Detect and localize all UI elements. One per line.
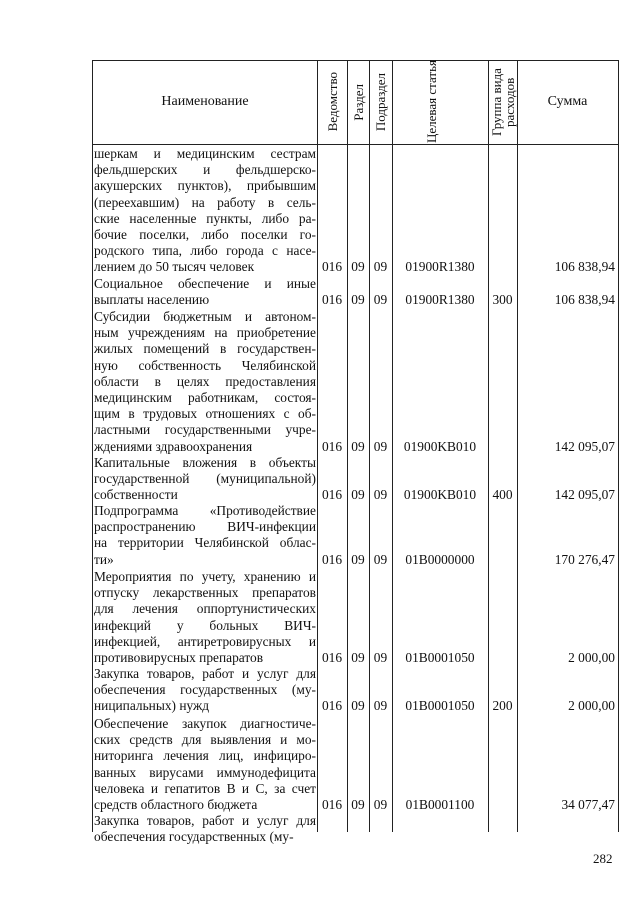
header-bottom-border <box>92 144 619 145</box>
row-ved: 016 <box>321 698 343 714</box>
row-name-line: родского типа, либо города с насе- <box>94 243 316 259</box>
header-ved: Ведомство <box>324 72 340 132</box>
row-name-line: человека и гепатитов В и С, за счет <box>94 780 316 796</box>
row-name-line: ниципальных) нужд <box>94 698 210 714</box>
row-name-line: Мероприятия по учету, хранению и <box>94 569 316 584</box>
row-celevaya: 01900R1380 <box>405 259 475 275</box>
row-ved: 016 <box>321 292 343 308</box>
row-name <box>94 455 316 504</box>
row-name-line: ские населенные пункты, либо ра- <box>94 210 316 226</box>
row-celevaya: 01B0000000 <box>405 551 475 567</box>
row-name-line: шеркам и медицинским сестрам <box>94 146 316 161</box>
row-podrazdel: 09 <box>373 551 388 567</box>
row-name-line: щим в трудовых отношениях с об- <box>94 406 316 422</box>
row-gruppa: 400 <box>492 487 513 503</box>
row-name <box>94 666 316 715</box>
row-name-line: ластными государственными учре- <box>94 422 316 438</box>
row-summa: 106 838,94 <box>554 292 615 308</box>
row-name <box>94 276 316 308</box>
row-name-line: ждениями здравоохранения <box>94 438 253 454</box>
row-gruppa: 300 <box>492 292 513 308</box>
row-celevaya: 01B0001050 <box>405 650 475 665</box>
row-celevaya: 01900KB010 <box>403 487 477 503</box>
header-razdel: Раздел <box>350 83 366 121</box>
row-summa: 2 000,00 <box>568 698 615 714</box>
row-razdel: 09 <box>351 292 365 308</box>
row-name-line: области в целях предоставления <box>94 373 316 389</box>
row-ved: 016 <box>321 487 343 503</box>
row-celevaya: 01900R1380 <box>405 292 475 308</box>
row-name-line: инфекций у больных ВИЧ- <box>94 617 316 633</box>
row-name-line: средств областного бюджета <box>94 797 258 813</box>
row-name-line: жилых помещений в государствен- <box>94 341 316 357</box>
row-name-line: противовирусных препаратов <box>94 650 264 666</box>
row-celevaya: 01B0001100 <box>405 797 475 812</box>
row-podrazdel: 09 <box>373 698 388 714</box>
row-name-line: отпуску лекарственных препаратов <box>94 585 316 601</box>
row-name-line: фельдшерских и фельдшерско- <box>94 162 316 178</box>
row-podrazdel: 09 <box>373 797 388 812</box>
row-podrazdel: 09 <box>373 259 388 275</box>
row-name-line: на территории Челябинской облас- <box>94 535 316 551</box>
header-summa: Сумма <box>547 94 588 109</box>
row-name-line: медицинским работникам, состоя- <box>94 390 316 406</box>
col-border-celevaya <box>488 60 489 832</box>
row-razdel: 09 <box>351 438 365 454</box>
row-name-line: Обеспечение закупок диагностиче- <box>94 716 316 731</box>
row-name-line: Социальное обеспечение и иные <box>94 276 316 291</box>
row-name-line: (переехавшим) на работу в сель- <box>94 194 316 210</box>
row-ved: 016 <box>321 259 343 275</box>
row-name-line: собственности <box>94 487 178 503</box>
row-razdel: 09 <box>351 551 365 567</box>
row-ved: 016 <box>321 650 343 665</box>
row-name <box>94 813 316 845</box>
row-name-line: ным учреждениям на приобретение <box>94 325 316 341</box>
row-podrazdel: 09 <box>373 292 388 308</box>
row-name-line: инфекцией, антиретровирусных и <box>94 633 316 649</box>
header-gruppa: Группа вида расходов <box>488 68 517 136</box>
row-name-line: лением до 50 тысяч человек <box>94 259 255 275</box>
row-summa: 34 077,47 <box>561 797 615 812</box>
row-name-line: ванных вирусами иммунодефицита <box>94 764 316 780</box>
row-name-line: Подпрограмма «Противодействие <box>94 503 316 518</box>
row-name-line: ти» <box>94 551 114 567</box>
row-name-line: акушерских пунктов), прибывшим <box>94 178 316 194</box>
row-podrazdel: 09 <box>373 650 388 665</box>
row-razdel: 09 <box>351 487 365 503</box>
row-razdel: 09 <box>351 797 365 812</box>
row-name-line: обеспечения государственных (му- <box>94 682 316 698</box>
row-name-line: Закупка товаров, работ и услуг для <box>94 813 316 828</box>
row-razdel: 09 <box>351 650 365 665</box>
row-name-line: Субсидии бюджетным и автоном- <box>94 309 316 324</box>
row-gruppa: 200 <box>492 698 513 714</box>
page-number: 282 <box>593 851 613 866</box>
row-name-line: обеспечения государственных (му- <box>94 829 294 845</box>
row-summa: 142 095,07 <box>554 438 615 454</box>
row-summa: 2 000,00 <box>568 650 615 665</box>
row-ved: 016 <box>321 551 343 567</box>
row-name-line: Капитальные вложения в объекты <box>94 455 316 470</box>
row-podrazdel: 09 <box>373 487 388 503</box>
header-podrazdel: Подраздел <box>373 72 388 132</box>
row-name-line: ских средств для выявления и мо- <box>94 732 316 748</box>
row-summa: 142 095,07 <box>554 487 615 503</box>
row-name-line: государственной (муниципальной) <box>94 471 316 487</box>
row-razdel: 09 <box>351 698 365 714</box>
row-summa: 170 276,47 <box>554 551 615 567</box>
row-name-line: ниторинга лечения лиц, инфициро- <box>94 748 316 764</box>
row-ved: 016 <box>321 797 343 812</box>
row-name-line: распространению ВИЧ-инфекции <box>94 519 316 535</box>
row-name <box>94 503 316 568</box>
row-name-line: Закупка товаров, работ и услуг для <box>94 666 316 681</box>
col-border-right <box>618 60 619 832</box>
row-name <box>94 569 316 666</box>
row-name <box>94 716 316 813</box>
row-podrazdel: 09 <box>373 438 388 454</box>
header-name: Наименование <box>161 94 249 109</box>
row-name-line: ную собственность Челябинской <box>94 357 316 373</box>
row-summa: 106 838,94 <box>554 259 615 275</box>
row-razdel: 09 <box>351 259 365 275</box>
col-border-left <box>92 60 93 832</box>
row-name <box>94 309 316 455</box>
row-name-line: бочие поселки, либо поселки го- <box>94 227 316 243</box>
row-ved: 016 <box>321 438 343 454</box>
row-name-line: выплаты населению <box>94 292 210 308</box>
row-celevaya: 01900KB010 <box>403 438 477 454</box>
header-celevaya: Целевая статья <box>424 60 439 144</box>
row-celevaya: 01B0001050 <box>405 698 475 714</box>
row-name <box>94 146 316 276</box>
row-name-line: для лечения оппортунистических <box>94 601 316 617</box>
